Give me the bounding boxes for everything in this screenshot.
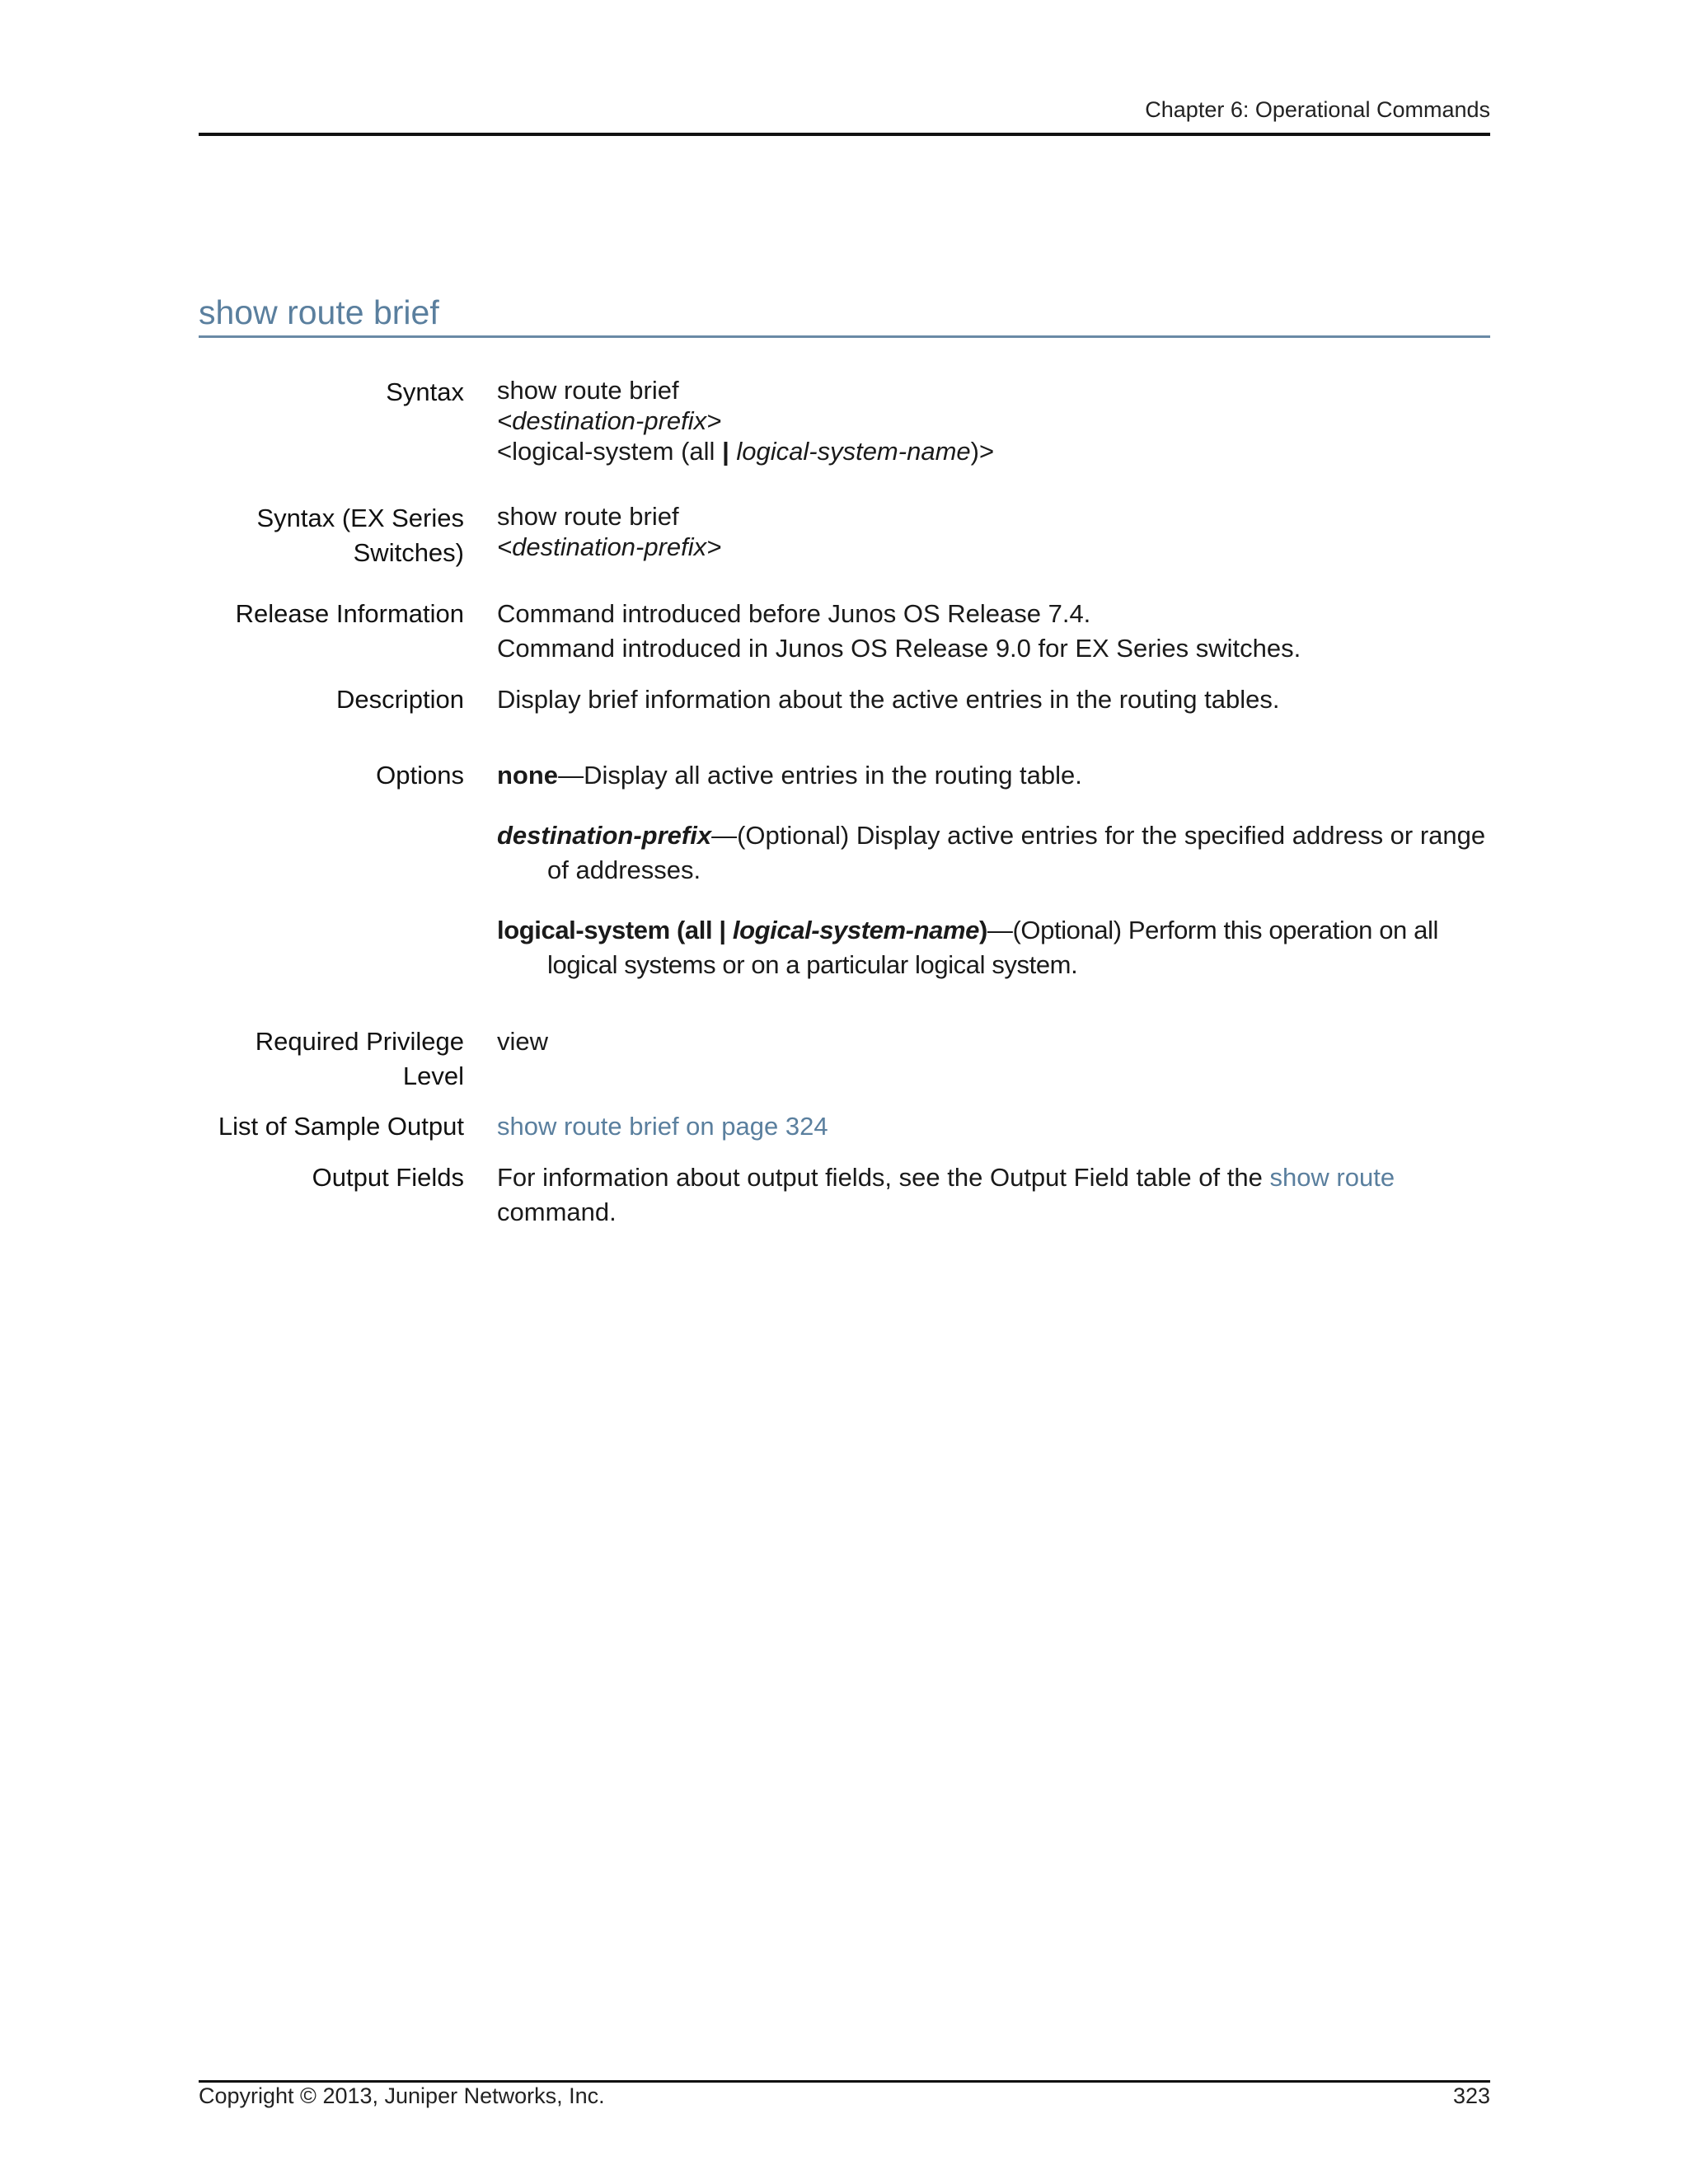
syntax-ex-label: [199, 501, 464, 570]
release-line-1: Command introduced before Junos OS Release 7.4.: [497, 599, 1091, 628]
sample-output-section: [199, 1109, 1490, 1144]
syntax-line-3-italic: logical-system-name: [736, 437, 971, 466]
syntax-ex-section: [199, 501, 1490, 570]
syntax-content: [497, 375, 1490, 466]
option-none-term: none: [497, 761, 559, 790]
sample-output-label: List of Sample Output: [218, 1112, 464, 1141]
syntax-ex-content: [497, 501, 1490, 570]
option-logical-system-term-bar: |: [719, 916, 726, 944]
privilege-label-line-1: Required Privilege: [255, 1027, 464, 1056]
description-section: [199, 682, 1490, 717]
options-section: [199, 758, 1490, 982]
sample-output-link[interactable]: show route brief on page 324: [497, 1112, 828, 1141]
chapter-header: Chapter 6: Operational Commands: [1145, 97, 1490, 122]
output-fields-text: For information about output fields, see the Output Field table of the: [497, 1163, 1270, 1192]
description-text: Display brief information about the active entries in the routing tables.: [497, 685, 1280, 714]
option-logical-system: [497, 913, 1490, 982]
header-divider: [199, 133, 1490, 136]
syntax-line-3-bar: |: [722, 437, 729, 466]
release-line-2: Command introduced in Junos OS Release 9.0 for EX Series switches.: [497, 634, 1301, 663]
output-fields-content: [497, 1160, 1490, 1230]
syntax-line-3: [497, 436, 1490, 466]
description-label: Description: [335, 685, 464, 714]
show-route-link[interactable]: show route: [1269, 1163, 1395, 1192]
option-destination-prefix-text: —(Optional) Display active entries for the specified address or range of addresses.: [547, 821, 1486, 884]
output-fields-label: Output Fields: [312, 1163, 464, 1192]
page-number: 323: [1452, 2083, 1490, 2108]
option-none: [497, 758, 1490, 793]
syntax-ex-label-line-1: Syntax (EX Series: [256, 504, 464, 532]
option-destination-prefix: [497, 818, 1490, 888]
option-destination-prefix-term: destination-prefix: [497, 821, 712, 850]
option-logical-system-term-post: ): [978, 916, 987, 944]
syntax-section: [199, 375, 1490, 466]
page-title: show route brief: [199, 293, 439, 331]
privilege-value: view: [497, 1027, 549, 1056]
privilege-label-line-2: Level: [402, 1062, 464, 1090]
option-logical-system-text: —(Optional) Perform this operation on all logical systems or on a particular logical system.: [547, 916, 1438, 979]
release-label: Release Information: [235, 599, 464, 628]
option-logical-system-term-pre: logical-system (all: [497, 916, 720, 944]
release-content: [497, 597, 1490, 666]
output-fields-text-end: command.: [497, 1197, 617, 1226]
option-logical-system-term-italic: logical-system-name: [725, 916, 979, 944]
syntax-line-2: <destination-prefix>: [497, 406, 722, 435]
title-divider: [199, 335, 1490, 338]
release-section: [199, 597, 1490, 666]
output-fields-section: [199, 1160, 1490, 1230]
syntax-ex-line-1: show route brief: [497, 502, 679, 531]
copyright: Copyright © 2013, Juniper Networks, Inc.: [199, 2083, 605, 2108]
option-none-text: —Display all active entries in the routing table.: [558, 761, 1082, 790]
privilege-label: [199, 1024, 464, 1094]
syntax-line-1: show route brief: [497, 376, 679, 405]
options-label: Options: [376, 761, 464, 790]
syntax-line-3-post: )>: [970, 437, 995, 466]
footer-divider: [199, 2080, 1490, 2083]
syntax-ex-label-line-2: Switches): [353, 538, 464, 567]
privilege-section: [199, 1024, 1490, 1094]
syntax-ex-line-2: <destination-prefix>: [497, 532, 722, 561]
options-content: [497, 758, 1490, 982]
syntax-line-3-pre: <logical-system (all: [497, 437, 723, 466]
syntax-label: Syntax: [386, 377, 464, 406]
